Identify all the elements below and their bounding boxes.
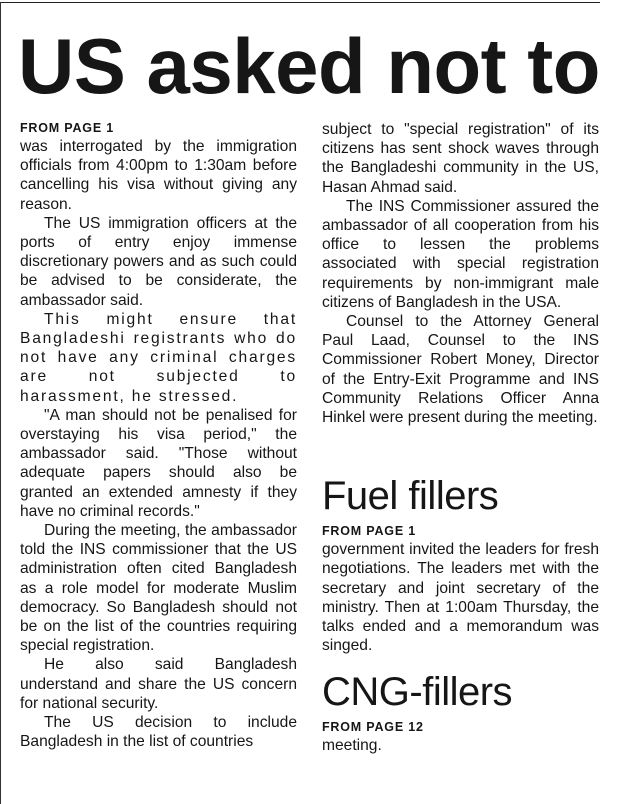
paragraph: "A man should not be penalised for overstaying his visa period," the ambassador said. "Those without adequate papers should also be granted an extended amnesty if they have no criminal records." [20, 406, 297, 520]
top-rule [0, 2, 600, 3]
paragraph: During the meeting, the ambassador told the INS commissioner that the US administration often cited Bangladesh as a role model for moderate Muslim democracy. So Bangladesh should not be on the list of the countries requiring special registration. [20, 522, 297, 655]
paragraph: subject to "special registration" of its citizens has sent shock waves through the Bangladeshi community in the US, Hasan Ahmad said. [322, 121, 599, 196]
paragraph: was interrogated by the immigration officials from 4:00pm to 1:30am before cancelling his visa without giving any reason. [20, 138, 297, 213]
dateline-fuel: FROM PAGE 1 [322, 524, 416, 539]
fuel-fillers-title: Fuel fillers [322, 474, 499, 519]
right-column [322, 120, 599, 756]
dateline-left: FROM PAGE 1 [20, 121, 114, 135]
paragraph: The INS Commissioner assured the ambassador of all cooperation from his office to lessen the problems associated with special registration requirements by non-immigrant male citizens of Bangladesh in the USA. [322, 197, 599, 311]
paragraph: meeting. [322, 737, 382, 755]
cng-fillers-title: CNG-fillers [322, 670, 513, 715]
paragraph: He also said Bangladesh understand and share the US concern for national security. [20, 656, 297, 712]
headline: US asked not to [18, 22, 600, 110]
paragraph: The US decision to include Bangladesh in the list of countries [20, 714, 297, 751]
paragraph: government invited the leaders for fresh negotiations. The leaders met with the secretary and joint secretary of the ministry. Then at 1:00am Thursday, the talks ended and a memorandum was singed. [322, 541, 599, 655]
paragraph: Counsel to the Attorney General Paul Laad, Counsel to the INS Commissioner Robert Money, Director of the Entry-Exit Programme and INS Community Relations Officer Anna Hinkel were present during the meeting. [322, 313, 599, 427]
paragraph: This might ensure that Bangladeshi registrants who do not have any criminal charges are not subjected to harassment, he stressed. [20, 310, 297, 405]
dateline-cng: FROM PAGE 12 [322, 720, 424, 735]
left-rule [0, 2, 1, 804]
left-column [20, 120, 297, 752]
paragraph: The US immigration officers at the ports of entry enjoy immense discretionary powers and as such could be advised to be considerate, the ambassador said. [20, 214, 297, 309]
